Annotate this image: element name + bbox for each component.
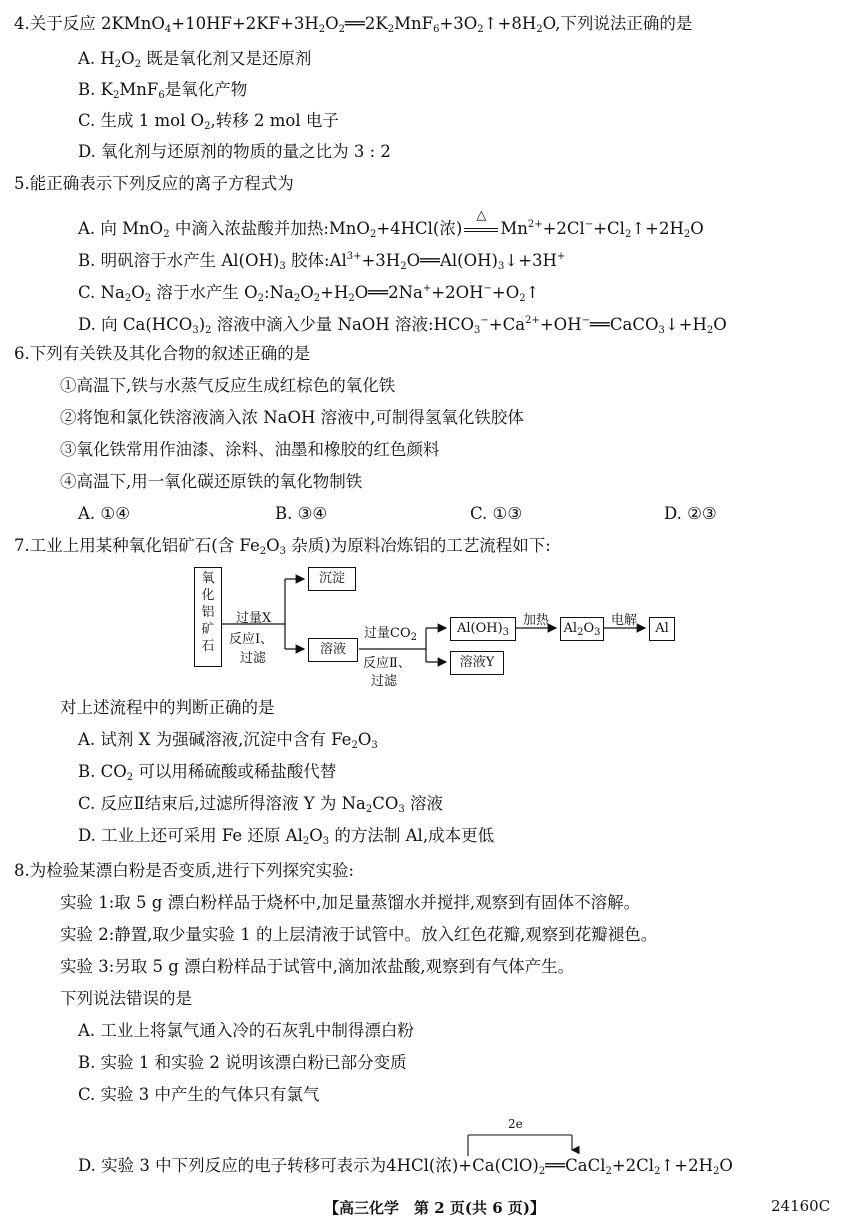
q4-option-b: B. $K_2MnF_6$是氧化产物: [78, 80, 248, 101]
electrolysis-label: 电解: [611, 613, 638, 628]
ore-box: 氧 化 铝 矿 石: [194, 567, 222, 667]
q6-statement-1: ①高温下,铁与水蒸气反应生成红棕色的氧化铁: [60, 376, 396, 395]
page-footer: 【高三化学 第 2 页(共 6 页)】: [324, 1199, 545, 1217]
q6-option-c: C. ①③: [470, 504, 523, 523]
reagent-x-label: 过量X: [236, 611, 272, 626]
q7-option-d: D. 工业上还可采用 Fe 还原 $Al_2O_3$ 的方法制 Al,成本更低: [78, 826, 495, 847]
q8-option-c: C. 实验 3 中产生的气体只有氯气: [78, 1085, 320, 1104]
q8-option-b: B. 实验 1 和实验 2 说明该漂白粉已部分变质: [78, 1053, 407, 1072]
q8-option-a: A. 工业上将氯气通入冷的石灰乳中制得漂白粉: [78, 1021, 414, 1040]
q7-option-c: C. 反应Ⅱ结束后,过滤所得溶液 Y 为 $Na_2CO_3$ 溶液: [78, 794, 444, 815]
q6-statement-4: ④高温下,用一氧化碳还原铁的氧化物制铁: [60, 472, 363, 491]
aloh3-box: $Al(OH)_3$: [450, 617, 516, 641]
q4-option-c: C. 生成 1 mol $O_2$,转移 2 mol 电子: [78, 111, 339, 132]
q7-stem: 7.工业上用某种氧化铝矿石(含 $Fe_2O_3$ 杂质)为原料冶炼铝的工艺流程如下:: [14, 536, 551, 557]
q6-stem: 6.下列有关铁及其化合物的叙述正确的是: [14, 344, 311, 363]
q8-experiment-3: 实验 3:另取 5 g 漂白粉样品于试管中,滴加浓盐酸,观察到有气体产生。: [60, 957, 575, 976]
q8-option-d: D. 实验 3 中下列反应的电子转移可表示为4HCl(浓)$+Ca(ClO)_2══CaCl_2+2Cl_2↑+2H_2O$: [78, 1156, 733, 1177]
q5-option-d: D. 向 $Ca(HCO_3)_2$ 溶液中滴入少量 NaOH 溶液$:HCO_3^-+Ca^{2+}+OH^-══CaCO_3↓+H_2O$: [78, 315, 727, 336]
co2-label: 过量$CO_2$: [364, 626, 417, 643]
heat-label: 加热: [523, 613, 550, 628]
q8-experiment-2: 实验 2:静置,取少量实验 1 的上层清液于试管中。放入红色花瓣,观察到花瓣褪色。: [60, 925, 658, 944]
q8-ask: 下列说法错误的是: [60, 989, 192, 1008]
process-flow-diagram: [188, 557, 708, 692]
al-box: Al: [649, 617, 675, 641]
q7-option-a: A. 试剂 X 为强碱溶液,沉淀中含有 $Fe_2O_3$: [78, 730, 378, 751]
exam-code: 24160C: [771, 1197, 831, 1215]
q4-stem: 4.关于反应 $2KMnO_4+10HF+2KF+3H_2O_2══2K_2MnF_6+3O_2↑+8H_2O$,下列说法正确的是: [14, 14, 693, 35]
q6-option-a: A. ①④: [78, 504, 130, 523]
q8-stem: 8.为检验某漂白粉是否变质,进行下列探究实验:: [14, 861, 355, 880]
filter-2-label: 过滤: [371, 674, 398, 689]
q6-statement-2: ②将饱和氯化铁溶液滴入浓 NaOH 溶液中,可制得氢氧化铁胶体: [60, 408, 524, 427]
precipitate-box: 沉淀: [308, 567, 356, 591]
reaction-2-label: 反应Ⅱ、: [363, 656, 411, 671]
q6-option-d: D. ②③: [664, 504, 717, 523]
q7-ask: 对上述流程中的判断正确的是: [60, 698, 275, 717]
solution-box: 溶液: [308, 638, 358, 662]
q5-stem: 5.能正确表示下列反应的离子方程式为: [14, 174, 294, 193]
q4-option-a: A. $H_2O_2$ 既是氧化剂又是还原剂: [78, 49, 312, 70]
q7-option-b: B. $CO_2$ 可以用稀硫酸或稀盐酸代替: [78, 762, 337, 783]
heat-symbol: △: [476, 208, 487, 223]
q6-option-b: B. ③④: [275, 504, 328, 523]
q6-statement-3: ③氧化铁常用作油漆、涂料、油墨和橡胶的红色颜料: [60, 440, 440, 459]
q8-experiment-1: 实验 1:取 5 g 漂白粉样品于烧杯中,加足量蒸馏水并搅拌,观察到有固体不溶解。: [60, 893, 641, 912]
al2o3-box: $Al_2O_3$: [560, 617, 604, 641]
q5-option-b: B. 明矾溶于水产生 $Al(OH)_3$ 胶体$:Al^{3+}+3H_2O══Al(OH)_3↓+3H^+$: [78, 251, 566, 272]
electron-count-label: 2e: [508, 1117, 523, 1131]
q5-option-c: C. $Na_2O_2$ 溶于水产生 $O_2:Na_2O_2+H_2O══2Na^++2OH^-+O_2↑$: [78, 283, 540, 304]
equals-arrow: [464, 228, 498, 232]
reaction-1-label: 反应Ⅰ、: [229, 632, 274, 647]
filter-1-label: 过滤: [240, 651, 267, 666]
q4-option-d: D. 氧化剂与还原剂的物质的量之比为 3 : 2: [78, 142, 391, 161]
solution-y-box: 溶液Y: [450, 651, 504, 675]
q5-option-a: A. 向 MnO$_2$ 中滴入浓盐酸并加热:MnO$_2$+4HCl(浓) △ $Mn^{2+}+2Cl^-+Cl_2↑+2H_2O$: [78, 214, 704, 246]
